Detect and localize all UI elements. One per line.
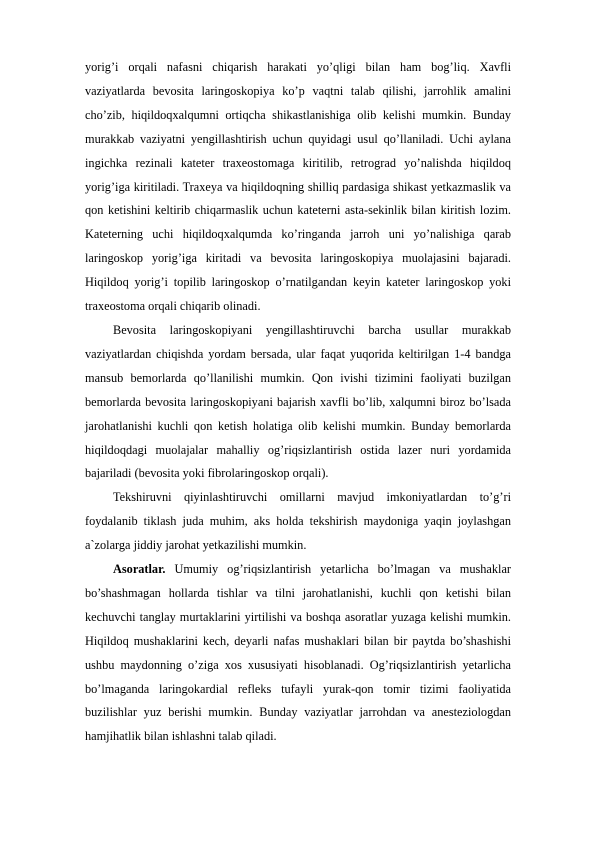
- paragraph-complications: [85, 558, 511, 749]
- paragraph-examination-factors: Tekshiruvni qiyinlashtiruvchi omillarni mavjud imkoniyatlardan to’g’ri foydalanib tiklash juda muhim, aks holda tekshirish maydoniga yaqin joylashgan a`zolarga jiddiy jarohat yetkazilishi mumkin.: [85, 490, 511, 553]
- paragraph-laryngoscopy-methods: Bevosita laringoskopiyani yengillashtiruvchi barcha usullar murakkab vaziyatlardan chiqishda yordam bersada, ular faqat yuqorida keltirilgan 1-4 bandga mansub bemorlarda qo’llanilishi mumkin. Qon ivishi tizimini faoliyati buzilgan bemorlarda bevosita laringoskopiyani bajarish xavfli bo’lib, xalqumni biroz bo’lsada jarohatlanishi kuchli qon ketish holatiga olib kelishi mumkin. Bunday bemorlarda hiqildoqdagi muolajalar mahalliy og’riqsizlantirish ostida lazer nuri yordamida bajariladi (bevosita yoki fibrolaringoskop orqali).: [85, 322, 511, 481]
- paragraph-continuation: yorig’i orqali nafasni chiqarish harakati yo’qligi bilan ham bog’liq. Xavfli vaziyatlarda bevosita laringoskopiya ko’p vaqtni talab qilishi, jarrohlik amalini cho’zib, hiqildoqxalqumni ortiqcha shikastlanishiga olib kelishi mumkin. Bunday murakkab vaziyatni yengillashtirish uchun quyidagi usul qo’llaniladi. Uchi aylana ingichka rezinali kateter traxeostomaga kiritilib, retrograd yo’nalishda hiqildoq yorig’iga kiritiladi. Traxeya va hiqildoqning shilliq pardasiga shikast yetkazmaslik va qon ketishini keltirib chiqarmaslik uchun kateterni asta-sekinlik bilan kiritish lozim. Kateterning uchi hiqildoqxalqumda ko’ringanda jarroh uni yo’nalishiga qarab laringoskop yorig’iga kiritadi va bevosita laringoskopiya muolajasini bajaradi. Hiqildoq yorig’i topilib laringoskop o’rnatilgandan keyin kateter laringoskop yoki traxeostoma orqali chiqarib olinadi.: [85, 60, 511, 314]
- document-page: [85, 56, 511, 749]
- section-heading-complications: Asoratlar.: [113, 562, 166, 577]
- paragraph-complications-text: Umumiy og’riqsizlantirish yetarlicha bo’lmagan va mushaklar bo’shashmagan hollarda tishlar va tilni jarohatlanishi, kuchli qon ketishi bilan kechuvchi tanglay murtaklarini yirtilishi va boshqa asoratlar yuzaga kelishi mumkin. Hiqildoq mushaklarini kech, deyarli nafas mushaklari bilan bir paytda bo’shashishi ushbu maydonning o’ziga xos xususiyati hisoblanadi. Og’riqsizlantirish yetarlicha bo’lmaganda laringokardial refleks tufayli yurak-qon tomir tizimi faoliyatida buzilishlar yuz berishi mumkin. Bunday vaziyatlar jarrohdan va anesteziologdan hamjihatlik bilan ishlashni talab qiladi.: [85, 562, 511, 744]
